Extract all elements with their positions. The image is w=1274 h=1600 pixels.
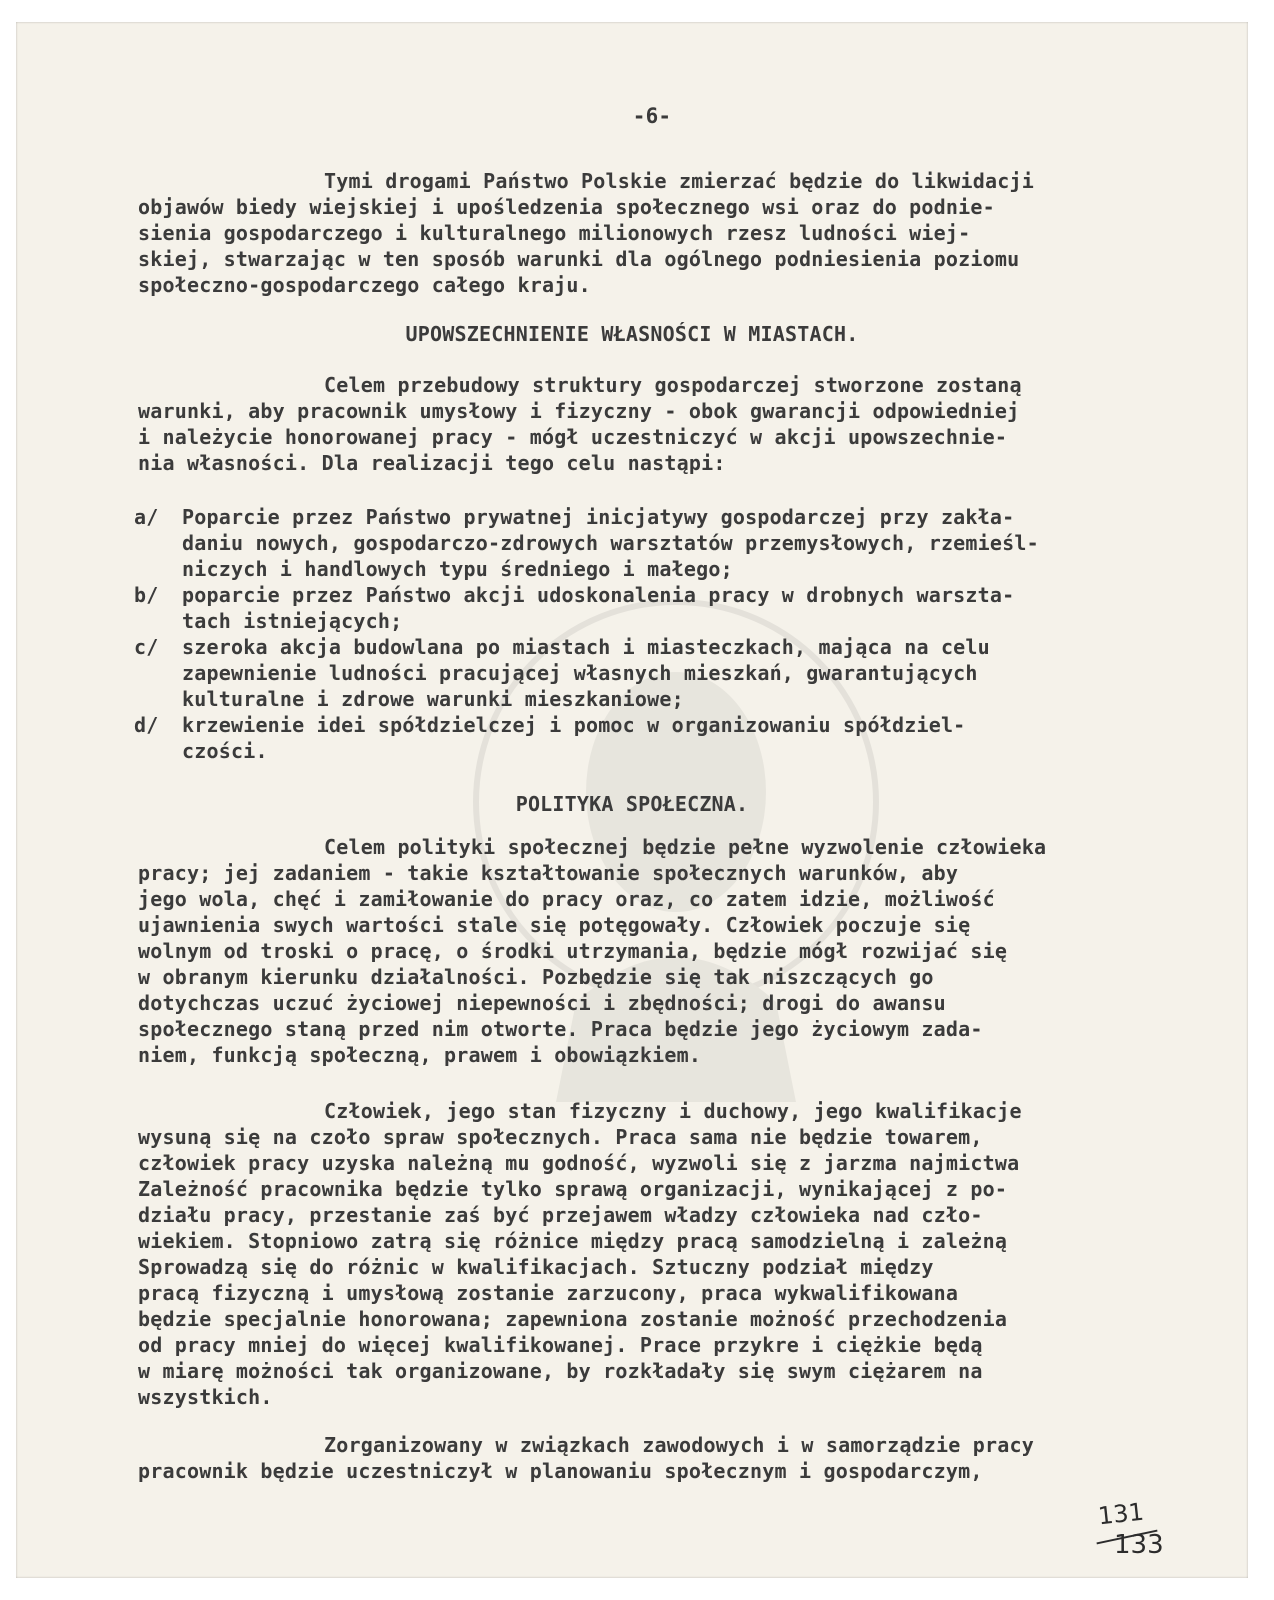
text-line: społeczno-gospodarczego całego kraju.	[138, 273, 591, 297]
section-heading-social-policy: POLITYKA SPOŁECZNA.	[515, 792, 749, 816]
text-line: jego wola, chęć i zamiłowanie do pracy oraz, co zatem idzie, możliwość	[138, 887, 995, 911]
typed-text	[16, 22, 1248, 1578]
text-line: skiej, stwarzając w ten sposób warunki dla ogólnego podniesienia poziomu	[138, 247, 1020, 271]
text-line: wysuną się na czoło spraw społecznych. Praca sama nie będzie towarem,	[138, 1125, 983, 1149]
text-line: Celem polityki społecznej będzie pełne wyzwolenie człowieka	[324, 835, 1047, 859]
text-line: Zorganizowany w związkach zawodowych i w samorządzie pracy	[324, 1433, 1034, 1457]
paragraph-1	[138, 168, 1234, 298]
text-line: Celem przebudowy struktury gospodarczej stworzone zostaną	[324, 373, 1022, 397]
text-line: pracy; jej zadaniem - takie kształtowanie społecznych warunków, aby	[138, 861, 959, 885]
handwritten-archive-number	[1094, 1497, 1184, 1580]
text-line: sienia gospodarczego i kulturalnego milionowych rzesz ludności wiej-	[138, 221, 971, 245]
text-line: Tymi drogami Państwo Polskie zmierzać będzie do likwidacji	[324, 169, 1034, 193]
text-line: ujawnienia swych wartości stale się potęgowały. Człowiek poczuje się	[138, 913, 971, 937]
paragraph-4	[138, 1098, 1234, 1410]
text-line: daniu nowych, gospodarczo-zdrowych warsztatów przemysłowych, rzemieśl-	[182, 531, 1039, 555]
list-marker: d/	[134, 713, 159, 737]
paragraph-3	[138, 834, 1234, 1068]
text-line: szeroka akcja budowlana po miastach i miasteczkach, mająca na celu	[182, 635, 990, 659]
document-page	[16, 22, 1248, 1578]
text-line: kulturalne i zdrowe warunki mieszkaniowe;	[182, 687, 684, 711]
text-line: krzewienie idei spółdzielczej i pomoc w organizowaniu spółdziel-	[182, 713, 966, 737]
text-line: dotychczas uczuć życiowej niepewności i zbędności; drogi do awansu	[138, 991, 946, 1015]
archive-number-top: 131	[1096, 1497, 1146, 1531]
text-line: w miarę możności tak organizowane, by rozkładały się swym ciężarem na	[138, 1359, 983, 1383]
text-line: Sprowadzą się do różnic w kwalifikacjach. Sztuczny podział między	[138, 1255, 934, 1279]
text-line: czości.	[182, 739, 268, 763]
paragraph-5	[138, 1432, 1234, 1484]
list-marker: c/	[134, 635, 159, 659]
text-line: w obranym kierunku działalności. Pozbędzie się tak niszczących go	[138, 965, 934, 989]
section-heading-ownership: UPOWSZECHNIENIE WŁASNOŚCI W MIASTACH.	[405, 322, 859, 346]
text-line: działu pracy, przestanie zaś być przejawem władzy człowieka nad czło-	[138, 1203, 983, 1227]
text-line: objawów biedy wiejskiej i upośledzenia społecznego wsi oraz do podnie-	[138, 195, 995, 219]
list-marker: b/	[134, 583, 159, 607]
text-line: wolnym od troski o pracę, o środki utrzymania, będzie mógł rozwijać się	[138, 939, 1008, 963]
page-number: -6-	[632, 104, 672, 128]
text-line: niem, funkcją społeczną, prawem i obowiązkiem.	[138, 1043, 702, 1067]
text-line: Człowiek, jego stan fizyczny i duchowy, jego kwalifikacje	[324, 1099, 1022, 1123]
archive-number-bottom: 133	[1114, 1530, 1164, 1560]
text-line: społecznego staną przed nim otworte. Praca będzie jego życiowym zada-	[138, 1017, 983, 1041]
text-line: Zależność pracownika będzie tylko sprawą organizacji, wynikającej z po-	[138, 1177, 1008, 1201]
list-marker: a/	[134, 505, 159, 529]
text-line: tach istniejących;	[182, 609, 403, 633]
text-line: człowiek pracy uzyska należną mu godność, wyzwoli się z jarzma najmictwa	[138, 1151, 1020, 1175]
text-line: warunki, aby pracownik umysłowy i fizyczny - obok gwarancji odpowiedniej	[138, 399, 1020, 423]
text-line: wszystkich.	[138, 1385, 273, 1409]
text-line: poparcie przez Państwo akcji udoskonalenia pracy w drobnych warszta-	[182, 583, 1015, 607]
text-line: niczych i handlowych typu średniego i małego;	[182, 557, 733, 581]
text-line: od pracy mniej do więcej kwalifikowanej. Prace przykre i ciężkie będą	[138, 1333, 983, 1357]
text-line: nia własności. Dla realizacji tego celu nastąpi:	[138, 451, 726, 475]
paragraph-2	[138, 372, 1234, 476]
text-line: Poparcie przez Państwo prywatnej inicjatywy gospodarczej przy zakła-	[182, 505, 1015, 529]
text-line: wiekiem. Stopniowo zatrą się różnice między pracą samodzielną i zależną	[138, 1229, 1008, 1253]
text-line: pracą fizyczną i umysłową zostanie zarzucony, praca wykwalifikowana	[138, 1281, 959, 1305]
text-line: i należycie honorowanej pracy - mógł uczestniczyć w akcji upowszechnie-	[138, 425, 1008, 449]
text-line: pracownik będzie uczestniczył w planowaniu społecznym i gospodarczym,	[138, 1459, 983, 1483]
text-line: będzie specjalnie honorowana; zapewniona zostanie możność przechodzenia	[138, 1307, 1008, 1331]
text-line: zapewnienie ludności pracującej własnych mieszkań, gwarantujących	[182, 661, 978, 685]
